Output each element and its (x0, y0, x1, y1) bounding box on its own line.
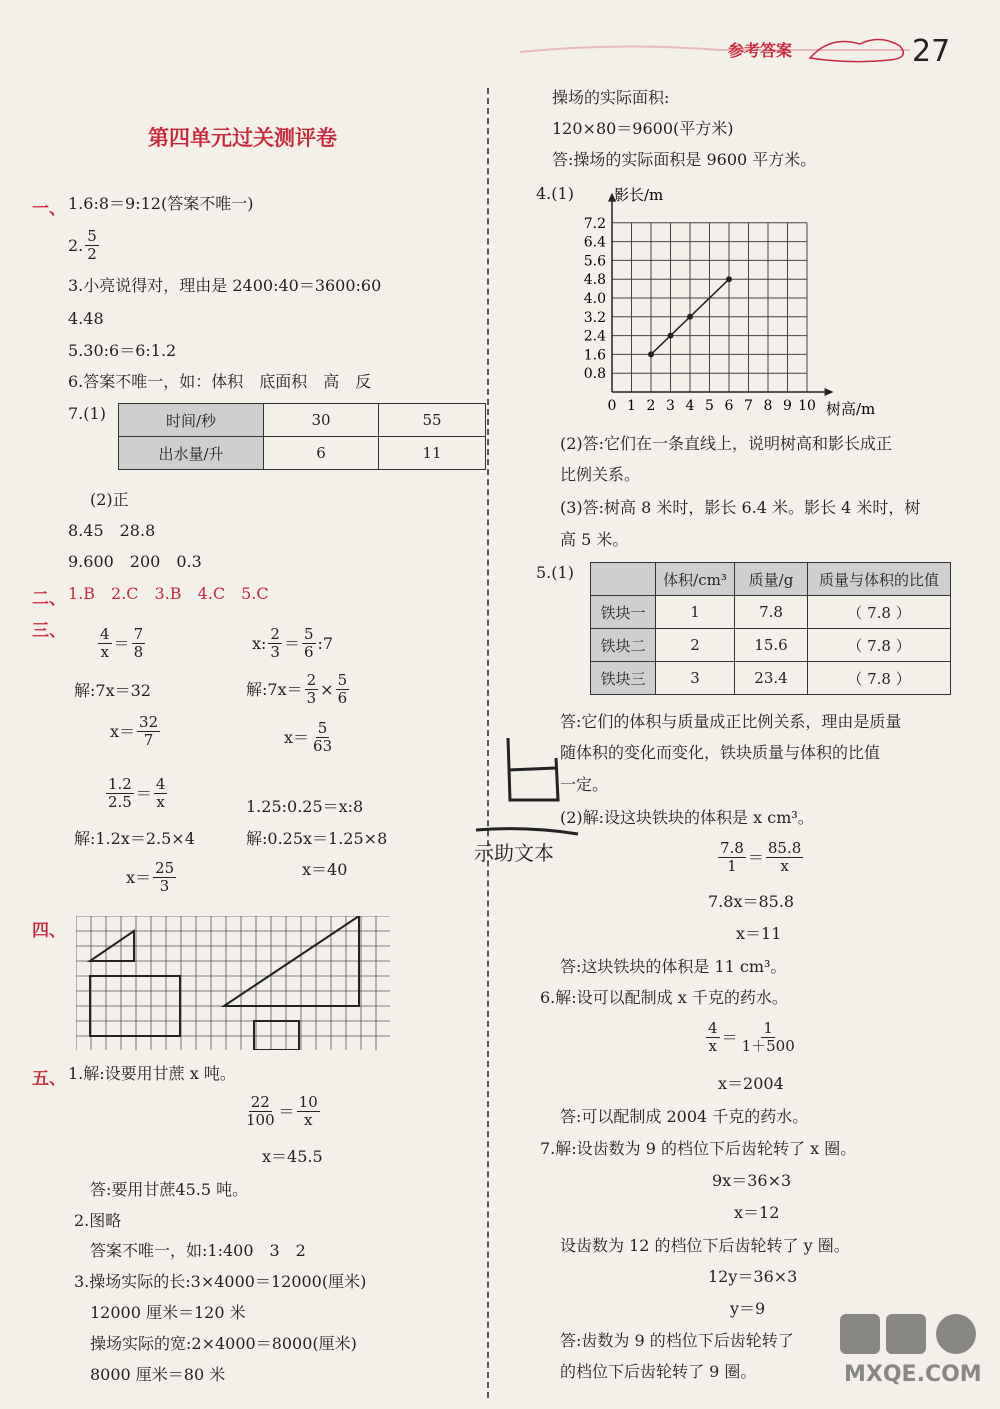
p5-q3: 3.操场实际的长:3×4000＝12000(厘米) (74, 1272, 367, 1291)
small-rectangle (254, 1021, 299, 1050)
num: 5 (87, 227, 97, 245)
table-cell: 30 (264, 404, 379, 437)
equals: ＝ (135, 783, 152, 803)
handwriting-scribble (468, 730, 598, 870)
p1-q6: 6.答案不唯一，如：体积 底面积 高 反 (68, 372, 372, 391)
chart-point (726, 276, 732, 282)
equals: ＝ (283, 633, 300, 653)
chart-y-tick-label: 4.8 (583, 272, 606, 289)
den: 63 (313, 737, 333, 755)
p5-q5-table (590, 562, 951, 695)
section-3-label: 三、 (32, 621, 66, 641)
chart-y-tick-label: 4.0 (583, 291, 606, 307)
watermark-logo (820, 1310, 990, 1398)
p5-q6-answer: 答:可以配制成 2004 千克的药水。 (560, 1107, 809, 1126)
p5-q5-answer1: 答:它们的体积与质量成正比例关系，理由是质量 (560, 712, 902, 731)
p3-d-step: 解:0.25x＝1.25×8 (246, 829, 388, 848)
p5-q3-line2: 12000 厘米＝120 米 (90, 1303, 246, 1322)
den: 6 (337, 689, 348, 707)
p1-q7-2: (2)正 (90, 490, 129, 509)
p3-a-equation (96, 626, 147, 661)
table-cell: 23.4 (735, 662, 808, 695)
equals: ＝ (721, 1027, 738, 1047)
chart-y-tick-label: 7.2 (583, 215, 606, 232)
chart-x-tick-label: 8 (763, 398, 773, 414)
fraction (305, 672, 319, 707)
chart-x-tick-label: 7 (744, 398, 753, 414)
table-cell: 7.8 (735, 596, 808, 629)
table-cell: 出水量/升 (119, 437, 264, 470)
p3-d-result: x＝40 (302, 860, 348, 879)
chart-y-axis-label: 影长/m (614, 186, 664, 204)
p5-q1-result: x＝45.5 (262, 1147, 323, 1166)
p1-q2-num: 2. (68, 235, 84, 255)
p3-a-result (110, 714, 162, 749)
fraction (244, 1094, 277, 1129)
p1-q3: 3.小亮说得对，理由是 2400:40＝3600:60 (68, 276, 382, 295)
p5-q1: 1.解:设要用甘蔗 x 吨。 (68, 1064, 236, 1083)
p1-q7-label: 7.(1) (68, 404, 106, 423)
p5-q4-2: (2)答:它们在一条直线上，说明树高和影长成正 (560, 434, 893, 453)
p5-q3-line3: 操场实际的宽:2×4000＝8000(厘米) (90, 1334, 357, 1353)
p5-q3-line5: 操场的实际面积: (552, 88, 670, 107)
table-cell: 3 (656, 662, 735, 695)
fraction (302, 626, 316, 661)
chart-x-tick-label: 9 (783, 398, 792, 414)
p5-q3-line6: 120×80＝9600(平方米) (552, 119, 734, 138)
p5-q6-equation (704, 1020, 799, 1055)
page-number: 27 (912, 34, 951, 69)
shadow-height-chart (560, 182, 890, 422)
chart-x-tick-label: 3 (666, 398, 675, 414)
p5-q5-label: 5.(1) (536, 563, 574, 582)
table-row (591, 629, 951, 662)
den: 3 (306, 689, 317, 707)
section-2-label: 二、 (32, 589, 66, 609)
p5-q4-3b: 高 5 米。 (560, 530, 629, 549)
chart-y-tick-label: 2.4 (583, 328, 606, 345)
table-cell: （ 7.8 ） (808, 596, 951, 629)
chart-y-tick-label: 1.6 (583, 347, 606, 364)
chart-x-tick-label: 10 (798, 398, 816, 414)
lhs: x: (252, 633, 267, 653)
p5-q5-step1: 7.8x＝85.8 (708, 892, 795, 911)
p5-q5-step2: x＝11 (736, 924, 782, 943)
table-row (591, 596, 951, 629)
den: 8 (133, 643, 144, 661)
den: 1 (727, 857, 737, 875)
table-cell: 铁块三 (591, 662, 656, 695)
p5-q6: 6.解:设可以配制成 x 千克的药水。 (540, 988, 788, 1007)
den: x (303, 1111, 313, 1129)
grid-lines (76, 916, 390, 1050)
p3-b-equation (252, 626, 333, 661)
chart-y-tick-label: 0.8 (583, 366, 606, 383)
fraction (153, 860, 176, 895)
p3-c-step: 解:1.2x＝2.5×4 (74, 829, 195, 848)
table-cell: （ 7.8 ） (808, 629, 951, 662)
chart-x-tick-label: 2 (646, 398, 656, 414)
p5-q7-step4: y＝9 (730, 1299, 766, 1318)
chart-x-arrow (825, 388, 834, 396)
den: 2.5 (108, 793, 132, 811)
chart-y-tick-label: 6.4 (583, 234, 606, 251)
equals: ＝ (747, 847, 764, 867)
section-4-label: 四、 (32, 921, 66, 941)
table-row (591, 563, 951, 596)
p3-c-result (126, 860, 178, 895)
num: 7 (133, 625, 144, 643)
answer-label: 参考答案 (728, 41, 793, 60)
p5-q7-answer1: 答:齿数为 9 的档位下后齿轮转了 (560, 1331, 794, 1350)
p5-q4-label: 4.(1) (536, 184, 574, 203)
p5-q5-answer2: 随体积的变化而变化，铁块质量与体积的比值 (560, 743, 881, 762)
p5-q6-result: x＝2004 (718, 1074, 784, 1093)
p3-b-step (246, 672, 351, 707)
chart-x-tick-label: 4 (685, 398, 695, 414)
p5-q3-line7: 答:操场的实际面积是 9600 平方米。 (552, 150, 817, 169)
table-cell: 15.6 (735, 629, 808, 662)
fraction (718, 840, 746, 875)
p1-q5: 5.30:6＝6:1.2 (68, 341, 177, 360)
num: 85.8 (767, 839, 802, 857)
num: 32 (139, 713, 159, 731)
den: x (156, 793, 165, 811)
section-1-label: 一、 (32, 199, 66, 219)
table-row (119, 404, 486, 437)
fraction (311, 720, 334, 755)
fraction (132, 626, 146, 661)
den: 2 (87, 245, 97, 263)
equals: ＝ (278, 1101, 295, 1121)
lhs: x＝ (110, 721, 136, 741)
p5-q5-equation (716, 840, 805, 875)
table-cell: （ 7.8 ） (808, 662, 951, 695)
den: 6 (303, 643, 314, 661)
p5-q7-step3: 12y＝36×3 (708, 1267, 798, 1286)
p1-q8: 8.45 28.8 (68, 521, 156, 540)
p5-q5-answer: 答:这块铁块的体积是 11 cm³。 (560, 957, 787, 976)
p5-q2-answer: 答案不唯一，如:1:400 3 2 (90, 1241, 306, 1260)
num: 2 (306, 671, 317, 689)
fraction (106, 776, 134, 811)
p5-q5-answer3: 一定。 (560, 775, 609, 794)
table-cell: 铁块一 (591, 596, 656, 629)
table-row (591, 662, 951, 695)
den: x (100, 643, 109, 661)
num: 22 (250, 1093, 270, 1111)
table-header (591, 563, 656, 596)
chart-point (648, 351, 654, 357)
p2-answers: 1.B 2.C 3.B 4.C 5.C (68, 584, 269, 603)
p5-q4-3: (3)答:树高 8 米时，影长 6.4 米。影长 4 米时，树 (560, 498, 921, 517)
chart-x-tick-label: 5 (705, 398, 714, 414)
num: 4 (155, 775, 166, 793)
chart-y-tick-label: 3.2 (583, 309, 606, 326)
p5-q1-answer: 答:要用甘蔗45.5 吨。 (90, 1180, 249, 1199)
page-title: 第四单元过关测评卷 (148, 126, 337, 150)
p1-q2 (68, 228, 101, 263)
den: x (780, 857, 789, 875)
p5-q3-line4: 8000 厘米＝80 米 (90, 1365, 226, 1384)
p5-q5-2: (2)解:设这块铁块的体积是 x cm³。 (560, 808, 814, 827)
fraction (297, 1094, 320, 1129)
num: 1.2 (108, 775, 132, 793)
grid-drawing (76, 916, 390, 1050)
lhs: x＝ (284, 727, 310, 747)
fraction (154, 776, 168, 811)
fraction (740, 1020, 797, 1055)
p3-c-equation (104, 776, 169, 811)
num: 5 (303, 625, 314, 643)
p5-q2: 2.图略 (74, 1211, 122, 1230)
p3-b-result (284, 720, 336, 755)
equals: ＝ (113, 633, 130, 653)
chart-y-tick-label: 5.6 (583, 253, 606, 270)
fraction (706, 1020, 720, 1055)
num: 4 (100, 625, 110, 643)
handwritten-note: 示助文本 (474, 841, 554, 865)
header-decoration (520, 30, 910, 64)
num: 2 (270, 625, 280, 643)
table-cell: 11 (379, 437, 486, 470)
num: 1 (763, 1019, 773, 1037)
p1-q1: 1.6:8＝9:12(答案不唯一) (68, 194, 254, 213)
num: 4 (708, 1019, 718, 1037)
table-row (119, 437, 486, 470)
p5-q4-2b: 比例关系。 (560, 465, 641, 484)
den: x (708, 1037, 717, 1055)
section-5-label: 五、 (32, 1069, 66, 1089)
watermark-text: MXQE.COM (844, 1362, 982, 1387)
table-cell: 6 (264, 437, 379, 470)
p1-q9: 9.600 200 0.3 (68, 552, 202, 571)
den: 100 (246, 1111, 275, 1129)
fraction (98, 626, 112, 661)
num: 25 (155, 859, 175, 877)
p5-q7-answer2: 的档位下后齿轮转了 9 圈。 (560, 1362, 757, 1381)
p1-q7-table (118, 403, 486, 470)
p1-q4: 4.48 (68, 309, 104, 328)
table-cell: 时间/秒 (119, 404, 264, 437)
p5-q7-step2: x＝12 (734, 1203, 780, 1222)
table-cell: 铁块二 (591, 629, 656, 662)
fraction (336, 672, 350, 707)
rhs: :7 (317, 633, 334, 653)
chart-x-tick-label: 1 (627, 398, 636, 414)
p5-q7-line3: 设齿数为 12 的档位下后齿轮转了 y 圈。 (560, 1236, 850, 1255)
fraction (268, 626, 282, 661)
header-bar (520, 30, 910, 64)
fraction (766, 840, 803, 875)
den: 7 (143, 731, 154, 749)
p3-d-equation: 1.25:0.25＝x:8 (246, 797, 364, 816)
chart-x-tick-label: 0 (607, 398, 617, 414)
times: × (320, 679, 334, 699)
table-header: 质量/g (735, 563, 808, 596)
p1-q2-fraction (85, 228, 99, 263)
num: 7.8 (720, 839, 744, 857)
lhs: x＝ (126, 867, 152, 887)
table-cell: 55 (379, 404, 486, 437)
fraction (137, 714, 160, 749)
num: 10 (298, 1093, 318, 1111)
chart-x-tick-label: 6 (724, 398, 734, 414)
chart-point (668, 333, 674, 339)
table-cell: 2 (656, 629, 735, 662)
den: 3 (270, 643, 280, 661)
lhs: 解:7x＝ (246, 679, 303, 699)
p3-a-step: 解:7x＝32 (74, 681, 151, 700)
den: 3 (159, 877, 170, 895)
table-header: 质量与体积的比值 (808, 563, 951, 596)
table-cell: 1 (656, 596, 735, 629)
table-header: 体积/cm³ (656, 563, 735, 596)
chart-point (687, 314, 693, 320)
num: 5 (337, 671, 348, 689)
p5-q7-step1: 9x＝36×3 (712, 1171, 792, 1190)
chart-x-axis-label: 树高/m (826, 400, 876, 418)
p5-q7: 7.解:设齿数为 9 的档位下后齿轮转了 x 圈。 (540, 1139, 857, 1158)
den: 1＋500 (741, 1037, 795, 1055)
p5-q1-equation (242, 1094, 322, 1129)
num: 5 (317, 719, 328, 737)
